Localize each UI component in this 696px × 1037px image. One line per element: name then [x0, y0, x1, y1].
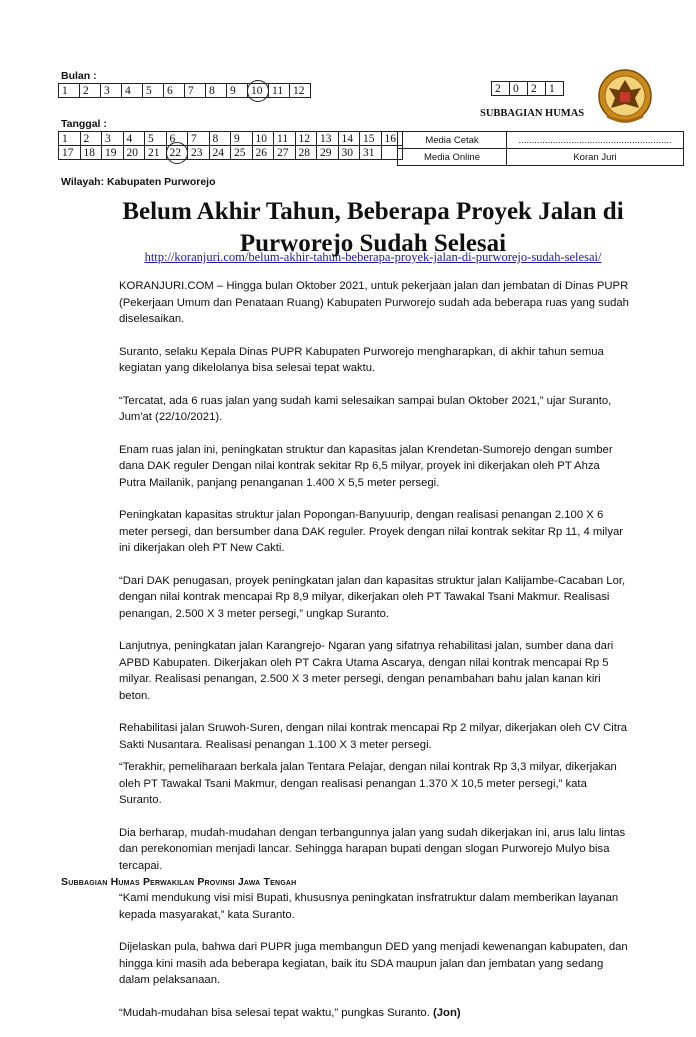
date-value: 19: [105, 146, 117, 159]
date-cell: [338, 132, 360, 146]
media-cetak-value: ..........................................................: [507, 132, 684, 149]
month-value: 6: [167, 84, 173, 97]
month-cell: [290, 84, 311, 98]
date-value: 24: [212, 146, 224, 159]
month-cell: [164, 84, 185, 98]
date-cell: [231, 132, 253, 146]
subbagian-label: SUBBAGIAN HUMAS: [480, 108, 585, 119]
date-cell: [252, 132, 274, 146]
title-line-2: Purworejo Sudah Selesai: [239, 230, 507, 257]
date-cell: [274, 132, 296, 146]
tanggal-label: Tanggal :: [61, 118, 107, 130]
date-cell: [317, 146, 339, 160]
paragraph: “Kami mendukung visi misi Bupati, khususnya peningkatan insfratruktur dalam memberikan layanan kepada masyarakat,” kata Suranto.: [119, 892, 619, 921]
date-value: 27: [277, 146, 289, 159]
month-value: 11: [272, 84, 284, 97]
date-cell: [295, 146, 317, 160]
date-value: 15: [363, 132, 375, 145]
date-value: 17: [62, 146, 74, 159]
year-digit-cell: [492, 82, 510, 96]
month-cell-selected: [248, 84, 269, 98]
month-cell: [80, 84, 101, 98]
month-cell: [269, 84, 290, 98]
date-value: 11: [277, 132, 289, 145]
media-cetak-label: Media Cetak: [398, 132, 507, 149]
date-value: 20: [126, 146, 138, 159]
month-cell: [227, 84, 248, 98]
paragraph: Lanjutnya, peningkatan jalan Karangrejo- Ngaran yang sifatnya rehabilitasi jalan, sumber dana dari APBD Kabupaten. Dikerjakan oleh PT Cakra Utama Ascarya, dengan nilai kontrak mencapai Rp 5 milyar. Realisasi penangan, 2.500 X 3 meter persegi, dengan penambahan bahu jalan kanan kiri beton.: [119, 640, 614, 702]
date-cell: [123, 132, 145, 146]
year-grid: [491, 81, 564, 96]
year-digit-cell: [528, 82, 546, 96]
month-cell: [185, 84, 206, 98]
date-cell: [295, 132, 317, 146]
date-cell: [145, 132, 167, 146]
month-grid: [58, 83, 311, 98]
date-cell: [59, 132, 81, 146]
date-value: 29: [320, 146, 332, 159]
date-cell: [188, 146, 210, 160]
date-cell: [59, 146, 81, 160]
paragraph: Peningkatan kapasitas struktur jalan Popongan-Banyuurip, dengan realisasi penangan 2.100 X 6 meter persegi, dan bersumber dana DAK reguler. Proyek dengan nilai kontrak sekitar Rp 11, 4 milyar ini dikerjakan oleh PT New Cakti.: [119, 509, 624, 554]
article-body: [119, 278, 629, 1037]
wilayah-label: Wilayah: Kabupaten Purworejo: [61, 176, 216, 188]
garuda-emblem-icon: [585, 68, 665, 128]
date-value: 3: [105, 132, 111, 145]
date-value: 12: [298, 132, 310, 145]
date-cell: [80, 146, 102, 160]
year-digit-value: 0: [513, 82, 519, 95]
author-tag: (Jon): [433, 1006, 461, 1019]
paragraph: “Dari DAK penugasan, proyek peningkatan jalan dan kapasitas struktur jalan Kalijambe-Cacaban Lor, dengan nilai kontrak mencapai Rp 8,9 milyar, dikerjakan oleh PT Tawakal Tsani Makmur. Realisasi penangan, 2.500 X 3 meter persegi,” ungkap Suranto.: [119, 574, 626, 620]
date-value: 31: [363, 146, 375, 159]
date-cell: [360, 146, 382, 160]
year-digit-cell: [510, 82, 528, 96]
paragraph: KORANJURI.COM – Hingga bulan Oktober 2021, untuk pekerjaan jalan dan jembatan di Dinas PUPR (Pekerjaan Umum dan Penataan Ruang) Kabupaten Purworejo sudah ada beberapa ruas yang sudah diselesaikan.: [119, 280, 629, 325]
title-line-1: Belum Akhir Tahun, Beberapa Proyek Jalan di: [122, 198, 624, 225]
date-value: 14: [341, 132, 353, 145]
paragraph: Dia berharap, mudah-mudahan dengan terbangunnya jalan yang sudah dikerjakan ini, arus lalu lintas dan perekonomian menjadi lancar. Sehingga harapan bupati dengan slogan Purworejo Mulyo bisa tercapai.: [119, 826, 626, 872]
date-value: 1: [62, 132, 68, 145]
month-value: 8: [209, 84, 215, 97]
date-grid: [58, 131, 403, 160]
date-value: 13: [320, 132, 332, 145]
date-cell: [102, 132, 124, 146]
date-value: 25: [234, 146, 246, 159]
media-online-value: Koran Juri: [507, 149, 684, 166]
month-cell: [143, 84, 164, 98]
paragraph: “Terakhir, pemeliharaan berkala jalan Tentara Pelajar, dengan nilai kontrak Rp 3,3 milyar, dikerjakan oleh PT Tawakal Tsani Makmur, dengan realisasi penangan 1.370 X 10,5 meter persegi,” kata Suranto.: [119, 761, 617, 806]
month-value: 2: [83, 84, 89, 97]
month-value: 4: [125, 84, 131, 97]
date-value: 7: [191, 132, 197, 145]
month-cell: [101, 84, 122, 98]
bulan-label: Bulan :: [61, 70, 97, 82]
date-value: 30: [341, 146, 353, 159]
paragraph: Rehabilitasi jalan Sruwoh-Suren, dengan nilai kontrak mencapai Rp 2 milyar, dikerjakan oleh CV Citra Sakti Nusantara. Realisasi penangan 1.100 X 3 meter persegi.: [119, 722, 627, 751]
month-value: 5: [146, 84, 152, 97]
date-cell: [360, 132, 382, 146]
media-online-label: Media Online: [398, 149, 507, 166]
year-digit-value: 1: [549, 82, 555, 95]
month-value: 10: [251, 84, 263, 97]
date-cell: [338, 146, 360, 160]
month-value: 1: [62, 84, 68, 97]
date-cell: [252, 146, 274, 160]
date-cell-selected: [166, 146, 188, 160]
article-link[interactable]: http://koranjuri.com/belum-akhir-tahun-beberapa-proyek-jalan-di-purworejo-sudah-selesai/: [144, 250, 602, 264]
date-value: 22: [169, 146, 181, 159]
footer-label: Subbagian Humas Perwakilan Provinsi Jawa Tengah: [61, 876, 297, 888]
paragraph: Dijelaskan pula, bahwa dari PUPR juga membangun DED yang menjadi kewenangan kabupaten, dan hingga kini masih ada beberapa kegiatan, baik itu SDA maupun jalan dan jembatan yang sedang dalam pelaksanaan.: [119, 941, 628, 986]
closing-paragraph: [119, 1005, 629, 1022]
date-value: 9: [234, 132, 240, 145]
date-cell: [145, 146, 167, 160]
date-cell: [317, 132, 339, 146]
month-value: 12: [293, 84, 305, 97]
date-value: 28: [298, 146, 310, 159]
date-cell: [188, 132, 210, 146]
date-value: 21: [148, 146, 160, 159]
date-cell: [274, 146, 296, 160]
month-cell: [59, 84, 80, 98]
closing-text: “Mudah-mudahan bisa selesai tepat waktu,” pungkas Suranto.: [119, 1006, 430, 1019]
date-cell: [209, 132, 231, 146]
date-value: 18: [83, 146, 95, 159]
date-cell: [231, 146, 253, 160]
month-value: 7: [188, 84, 194, 97]
month-value: 3: [104, 84, 110, 97]
date-value: 8: [212, 132, 219, 145]
year-digit-value: 2: [495, 82, 501, 95]
month-cell: [122, 84, 143, 98]
date-value: 5: [148, 132, 154, 145]
date-cell: [123, 146, 145, 160]
date-value: 6: [169, 132, 176, 145]
date-cell: [80, 132, 102, 146]
date-value: 16: [384, 132, 396, 145]
date-value: 2: [83, 132, 90, 145]
month-cell: [206, 84, 227, 98]
paragraph: Enam ruas jalan ini, peningkatan struktur dan kapasitas jalan Krendetan-Sumorejo dengan sumber dana DAK reguler Dengan nilai kontrak sekitar Rp 6,5 milyar, proyek ini dikerjakan oleh PT Ahza Putra Mailanik, panjang penanganan 1.400 X 5,5 meter persegi.: [119, 443, 613, 489]
month-value: 9: [230, 84, 236, 97]
year-digit-cell: [546, 82, 564, 96]
date-value: 23: [191, 146, 203, 159]
date-cell: [102, 146, 124, 160]
date-value: 4: [126, 132, 133, 145]
date-value: 26: [255, 146, 267, 159]
media-table: [397, 131, 684, 166]
paragraph: Suranto, selaku Kepala Dinas PUPR Kabupaten Purworejo mengharapkan, di akhir tahun semua kegiatan yang dikelolanya bisa selesai tepat waktu.: [119, 345, 604, 374]
paragraph: “Tercatat, ada 6 ruas jalan yang sudah kami selesaikan sampai bulan Oktober 2021,” ujar Suranto, Jum'at (22/10/2021).: [119, 394, 612, 423]
date-cell: [209, 146, 231, 160]
year-digit-value: 2: [531, 82, 537, 95]
date-value: 10: [255, 132, 267, 145]
